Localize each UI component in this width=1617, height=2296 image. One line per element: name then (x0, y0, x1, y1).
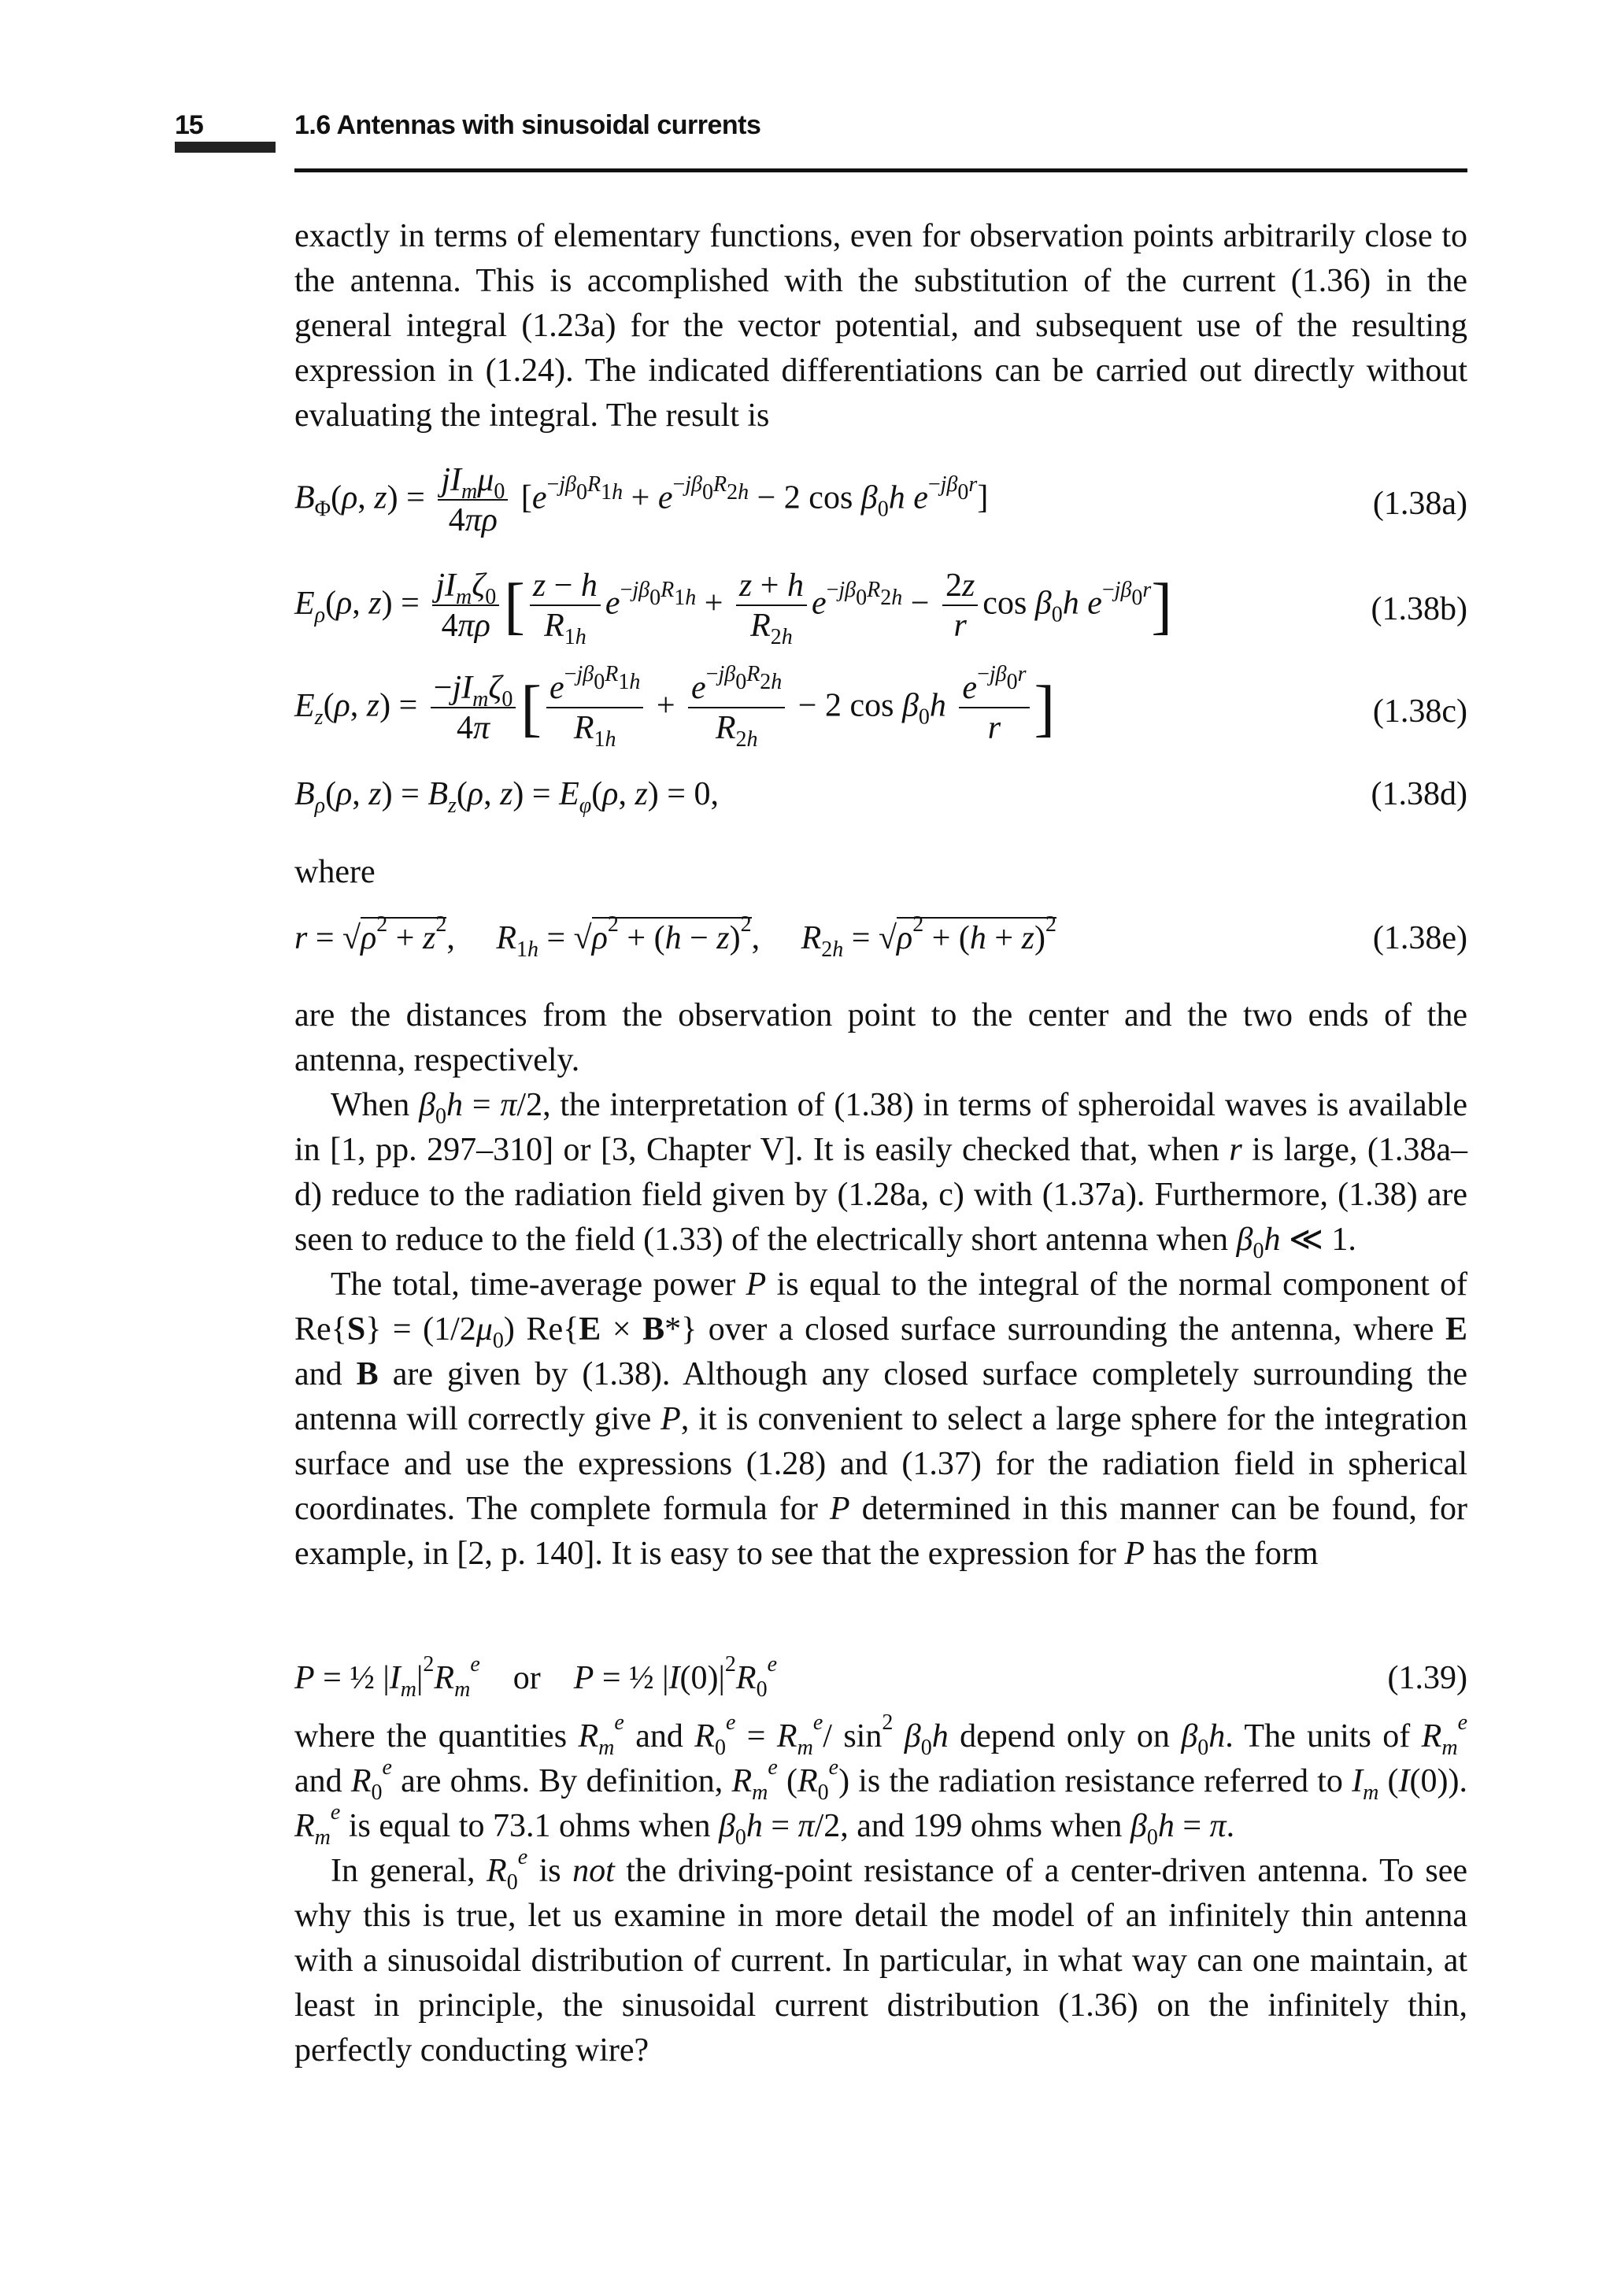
equation-number: (1.38c) (1372, 693, 1467, 730)
paragraph-spheroidal: When $\beta_0h = \pi/2$, the interpretation of (1.38) in terms of spheroidal waves is available in [1, pp. 297–310] or [3, Chapter V]. It is easily checked that, when r is large, (1.38a–d) reduce to the radiation field given by (1.28a, c) with (1.37a). Furthermore, (1.38) are seen to reduce to the field (1.33) of the electrically short antenna when $\beta_0h$ ≪ 1. (294, 1087, 1468, 1263)
equation-number: (1.38b) (1371, 591, 1467, 627)
paragraph-quantities: where the quantities $R_m^e$ and $R_0^e = R_m^e/$ $\sin^2 \beta_0h$ depend only on $\beta_0h$. The units of $R_m^e$ and $R_0^e$ are ohms. By definition, $R_m^e$ $(R_0^e)$ is the radiation resistance referred to $I_m$ (I(0)). $R_m^e$ is equal to 73.1 ohms when $\beta_0h = \pi/2$, and 199 ohms when $\beta_0h = \pi$. In general, $R_0^e$ is not the driving-point resistance of a center-driven antenna. To see why this is true, let us examine in more detail the model of an infinitely thin antenna with a sinusoidal distribution of current. In particular, in what way can one maintain, at least in principle, the sinusoidal current distribution (1.36) on the infinitely thin, perfectly conducting wire? (294, 1714, 1467, 2073)
section-title: 1.6 Antennas with sinusoidal currents (294, 110, 761, 140)
equation-1-38e: $r = √\rho^2 + z^2$, $R_{1h} = √\rho^2 + (h - z)^2$, $R_{2h} = √\rho^2 + (h + z)^2$ (1.38e) (294, 912, 1467, 962)
equation-1-39: P = ½ $|I_m|^2R_m^e$ or P = ½ $|I(0)|^2R_0^e$ (1.39) (294, 1652, 1467, 1702)
equation-number: (1.38a) (1372, 486, 1467, 522)
equation-1-38c: $E_z(\rho$, z) = $\frac{-jI_m\zeta_0}{4\pi}$ [ $\frac{e^{-j\beta_0R_{1h}}}{R_{1h}}$ + $\frac{e^{-j\beta_0R_{2h}}}{R_{2h}}$ − 2 $\cos \beta_0h$ $\frac{e^{-j\beta_0r}}{r}$ ] (1.38c) (294, 662, 1467, 752)
equation-1-38d: $B_\rho(\rho$, $z) = B_z(\rho$, $z) = E_\varphi(\rho$, z) = 0, (1.38d) (294, 776, 1467, 818)
paragraph-intro: exactly in terms of elementary functions, even for observation points arbitrarily close to the antenna. This is accomplished with the substitution of the current (1.36) in the general integral (1.23a) for the vector potential, and subsequent use of the resulting expression in (1.24). The indicated differentiations can be carried out directly without evaluating the integral. The result is (294, 218, 1467, 434)
equation-number: (1.38d) (1371, 776, 1467, 812)
equation-number: (1.38e) (1372, 920, 1467, 956)
paragraph-distances: are the distances from the observation point to the center and the two ends of the antenna, respectively. When $\beta_0h = \pi/2$, the interpretation of (1.38) in terms of spheroidal waves is available in [1, pp. 297–310] or [3, Chapter V]. It is easily checked that, when r is large, (1.38a–d) reduce to the radiation field given by (1.28a, c) with (1.37a). Furthermore, (1.38) are seen to reduce to the field (1.33) of the electrically short antenna when $\beta_0h$ ≪ 1. The total, time-average power P is equal to the integral of the normal component of $Re\{S\} = (1/2\mu_0) Re\{E \times B*\}$ over a closed surface surrounding the antenna, where E and B are given by (1.38). Although any closed surface completely surrounding the antenna will correctly give P, it is convenient to select a large sphere for the integration surface and use the expressions (1.28) and (1.37) for the radiation field in spherical coordinates. The complete formula for P determined in this manner can be found, for example, in [2, p. 140]. It is easy to see that the expression for P has the form (294, 993, 1467, 1577)
equation-1-38b: $E_\rho(\rho$, z) = $\frac{jI_m\zeta_0}{4\pi\rho}$ [ $\frac{z - h}{R_{1h}}$ $e^{-j\beta_0R_{1h}}$ + $\frac{z + h}{R_{2h}}$ $e^{-j\beta_0R_{2h}}$ − $\frac{2z}{r}$ $\cos \beta_0h$ $e^{-j\beta_0r}$] (1.38b) (294, 568, 1467, 649)
equation-number: (1.39) (1387, 1660, 1467, 1696)
equation-1-38a: $B_\Phi(\rho$, z) = $\frac{jI_m\mu_0}{4\pi\rho}$ [$e^{-j\beta_0R_{1h}} + e^{-j\beta_0R_{2h}} - 2$ $\cos \beta_0h$ $e^{-j\beta_0r}$] (1.38a) (294, 462, 1467, 538)
where-label: where (294, 854, 376, 890)
header-bar (175, 142, 276, 153)
page-number: 15 (175, 110, 203, 140)
paragraph-driving-point: In general, $R_0^e$ is not the driving-point resistance of a center-driven antenna. To see why this is true, let us examine in more detail the model of an infinitely thin antenna with a sinusoidal distribution of current. In particular, in what way can one maintain, at least in principle, the sinusoidal current distribution (1.36) on the infinitely thin, perfectly conducting wire? (294, 1845, 1467, 2069)
paragraph-power: The total, time-average power P is equal to the integral of the normal component of $Re\{S\} = (1/2\mu_0) Re\{E \times B*\}$ over a closed surface surrounding the antenna, where E and B are given by (1.38). Although any closed surface completely surrounding the antenna will correctly give P, it is convenient to select a large sphere for the integration surface and use the expressions (1.28) and (1.37) for the radiation field in spherical coordinates. The complete formula for P determined in this manner can be found, for example, in [2, p. 140]. It is easy to see that the expression for P has the form (294, 1266, 1468, 1572)
header-rule (294, 168, 1467, 172)
